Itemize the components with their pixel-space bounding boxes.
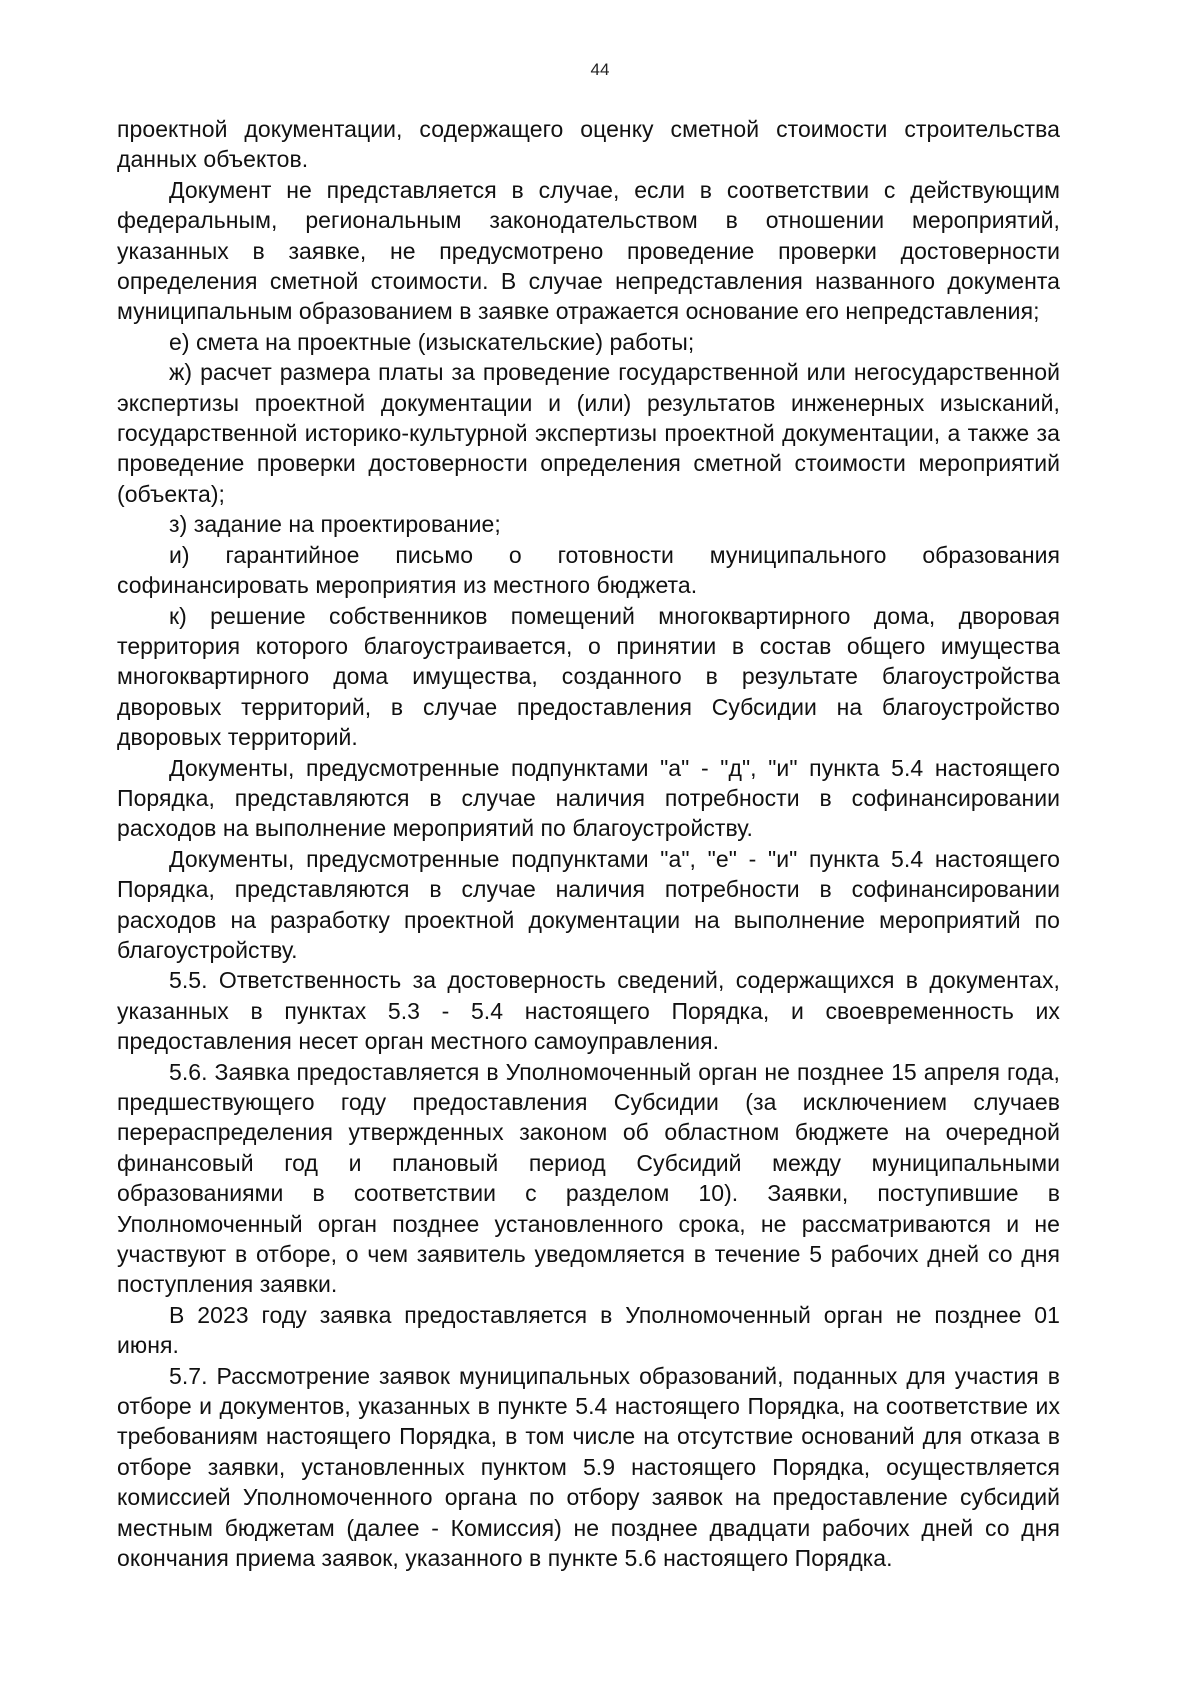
- paragraph-12: В 2023 году заявка предоставляется в Уполномоченный орган не позднее 01 июня.: [117, 1301, 1060, 1359]
- paragraph-6: и) гарантийное письмо о готовности муниципального образования софинансировать мероприятия из местного бюджета.: [117, 541, 1060, 599]
- paragraph-13: 5.7. Рассмотрение заявок муниципальных образований, поданных для участия в отборе и документов, указанных в пункте 5.4 настоящего Порядка, на соответствие их требованиям настоящего Порядка, в том числе на отсутствие оснований для отказа в отборе заявки, установленных пунктом 5.9 настоящего Порядка, осуществляется комиссией Уполномоченного органа по отбору заявок на предоставление субсидий местным бюджетам (далее - Комиссия) не позднее двадцати рабочих дней со дня окончания приема заявок, указанного в пункте 5.6 настоящего Порядка.: [117, 1362, 1060, 1572]
- paragraph-4: ж) расчет размера платы за проведение государственной или негосударственной экспертизы проектной документации и (или) результатов инженерных изысканий, государственной историко-культурной экспертизы проектной документации, а также за проведение проверки достоверности определения сметной стоимости мероприятий (объекта);: [117, 359, 1060, 507]
- paragraph-7: к) решение собственников помещений многоквартирного дома, дворовая территория которого благоустраивается, о принятии в состав общего имущества многоквартирного дома имущества, созданного в результате благоустройства дворовых территорий, в случае предоставления Субсидии на благоустройство дворовых территорий.: [117, 602, 1060, 751]
- paragraph-1: проектной документации, содержащего оценку сметной стоимости строительства данных объектов.: [117, 116, 1060, 173]
- paragraph-2: Документ не представляется в случае, если в соответствии с действующим федеральным, региональным законодательством в отношении мероприятий, указанных в заявке, не предусмотрено проведение проверки достоверности определения сметной стоимости. В случае непредставления названного документа муниципальным образованием в заявке отражается основание его непредставления;: [117, 176, 1060, 325]
- document-body: [117, 114, 1060, 1574]
- paragraph-9: Документы, предусмотренные подпунктами "а", "е" - "и" пункта 5.4 настоящего Порядка, представляются в случае наличия потребности в софинансировании расходов на разработку проектной документации на выполнение мероприятий по благоустройству.: [117, 845, 1060, 963]
- paragraph-5: з) задание на проектирование;: [169, 511, 501, 538]
- paragraph-8: Документы, предусмотренные подпунктами "а" - "д", "и" пункта 5.4 настоящего Порядка, представляются в случае наличия потребности в софинансировании расходов на выполнение мероприятий по благоустройству.: [117, 754, 1060, 842]
- paragraph-11: 5.6. Заявка предоставляется в Уполномоченный орган не позднее 15 апреля года, предшествующего году предоставления Субсидии (за исключением случаев перераспределения утвержденных законом об областном бюджете на очередной финансовый год и плановый период Субсидий между муниципальными образованиями в соответствии с разделом 10). Заявки, поступившие в Уполномоченный орган позднее установленного срока, не рассматриваются и не участвуют в отборе, о чем заявитель уведомляется в течение 5 рабочих дней со дня поступления заявки.: [117, 1058, 1060, 1298]
- paragraph-3: е) смета на проектные (изыскательские) работы;: [169, 328, 695, 355]
- page-number: 44: [590, 60, 610, 79]
- paragraph-10: 5.5. Ответственность за достоверность сведений, содержащихся в документах, указанных в пунктах 5.3 - 5.4 настоящего Порядка, и своевременность их предоставления несет орган местного самоуправления.: [117, 967, 1060, 1055]
